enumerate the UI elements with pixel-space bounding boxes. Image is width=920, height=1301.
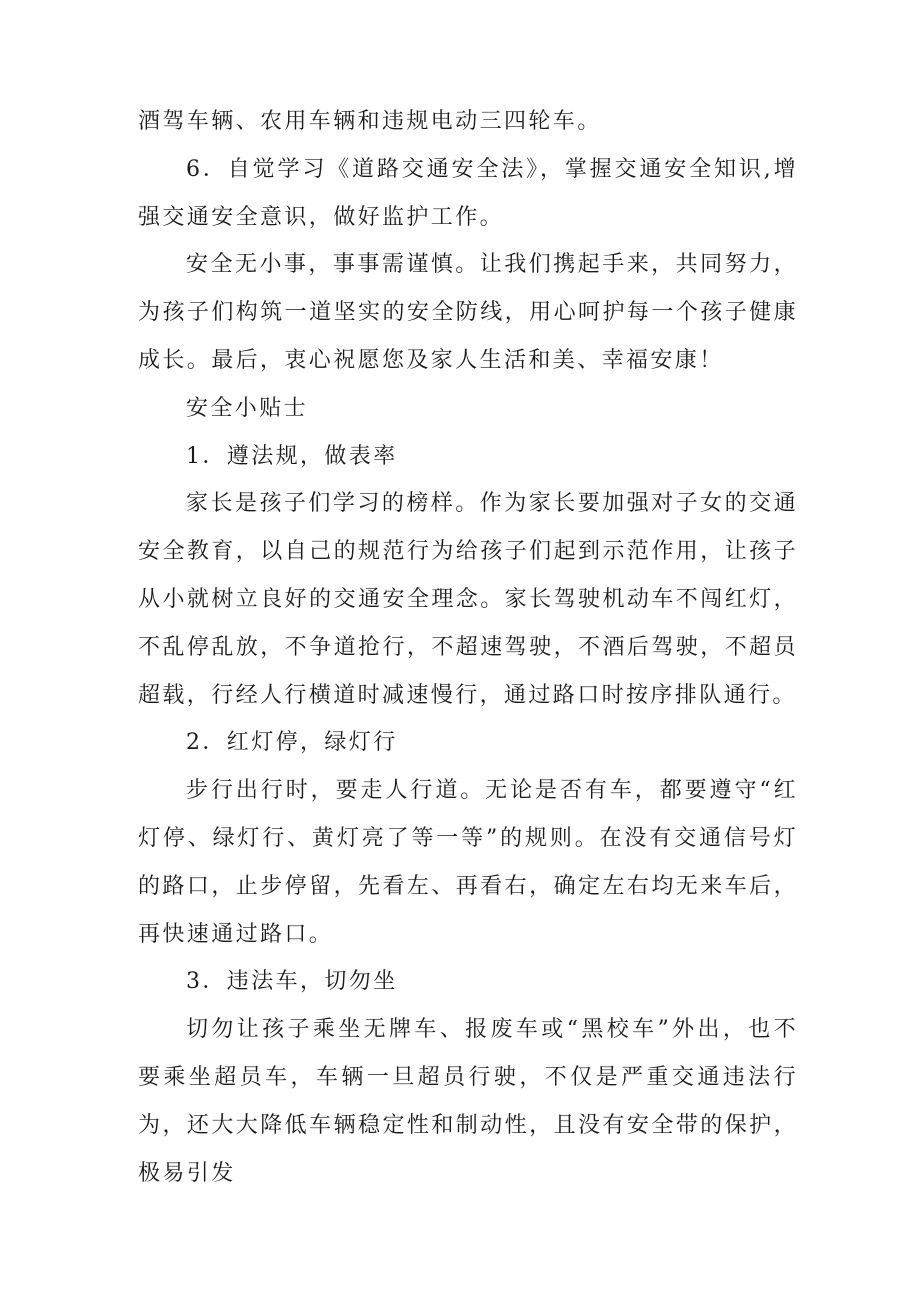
tip-heading-3: 3．违法车，切勿坐 xyxy=(186,969,398,995)
paragraph-continuation: 酒驾车辆、农用车辆和违规电动三四轮车。 xyxy=(138,109,602,134)
paragraph-closing: 安全无小事，事事需谨慎。让我们携起手来，共同努力，为孩子们构筑一道坚实的安全防线，用心呵护每一个孩子健康成长。最后，衷心祝愿您及家人生活和美、幸福安康！ xyxy=(138,252,798,373)
tip-body-3: 切勿让孩子乘坐无牌车、报废车或“黑校车”外出，也不要乘坐超员车，车辆一旦超员行驶，不仅是严重交通违法行为，还大大降低车辆稳定性和制动性，且没有安全带的保护，极易引发 xyxy=(138,1017,798,1186)
tip-body-1: 家长是孩子们学习的榜样。作为家长要加强对子女的交通安全教育，以自己的规范行为给孩子们起到示范作用，让孩子从小就树立良好的交通安全理念。家长驾驶机动车不闯红灯，不乱停乱放，不争道抢行，不超速驾驶，不酒后驾驶，不超员超载，行经人行横道时减速慢行，通过路口时按序排队通行。 xyxy=(138,491,798,708)
tip-body-2: 步行出行时，要走人行道。无论是否有车，都要遵守“红灯停、绿灯行、黄灯亮了等一等”的规则。在没有交通信号灯的路口，止步停留，先看左、再看右，确定左右均无来车后，再快速通过路口。 xyxy=(138,778,798,947)
section-heading-safety-tips: 安全小贴士 xyxy=(186,395,309,421)
tip-heading-1: 1．遵法规，做表率 xyxy=(186,443,398,469)
tip-heading-2: 2．红灯停，绿灯行 xyxy=(186,730,398,756)
document-body xyxy=(138,98,798,1197)
paragraph-item-6: 6．自觉学习《道路交通安全法》，掌握交通安全知识,增强交通安全意识，做好监护工作。 xyxy=(138,156,798,230)
